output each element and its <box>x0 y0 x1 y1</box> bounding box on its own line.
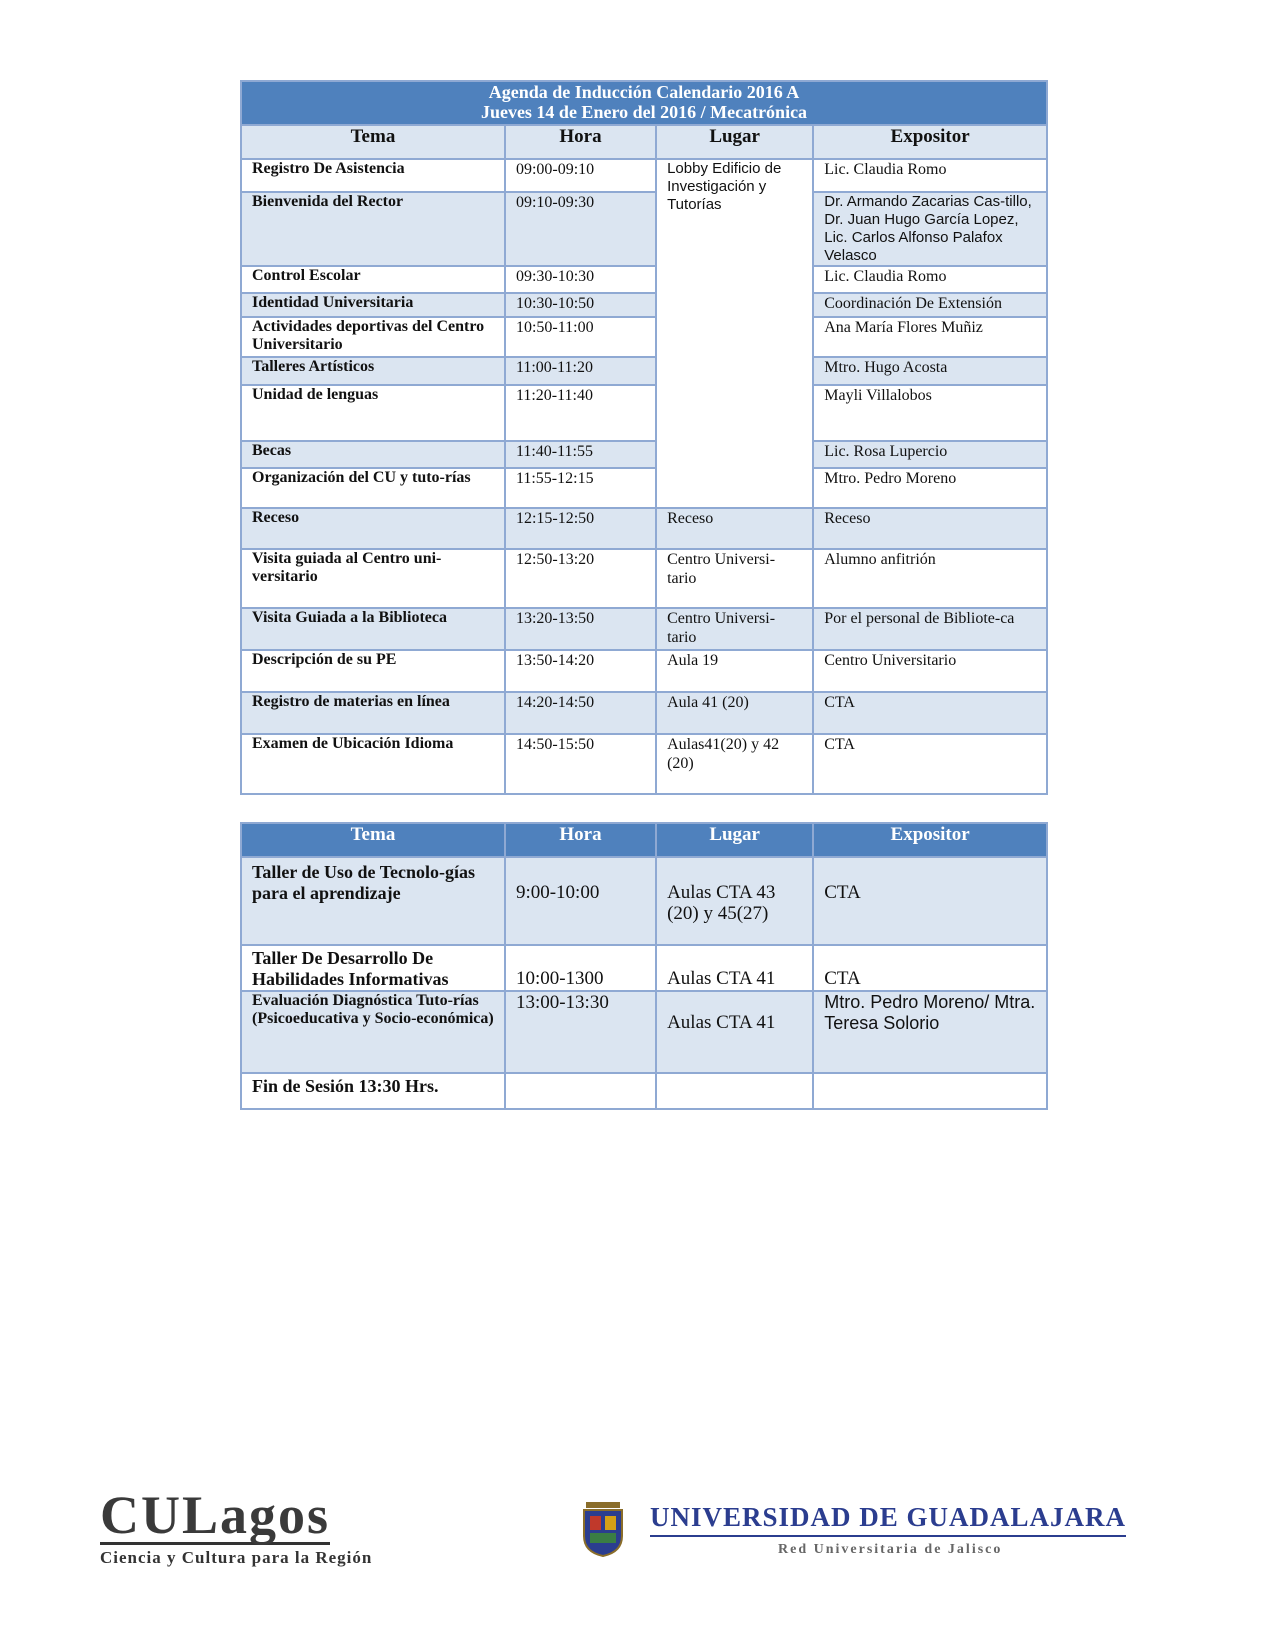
tema-cell: Talleres Artísticos <box>241 357 505 385</box>
expositor-cell: CTA <box>813 692 1047 734</box>
tema-cell: Taller de Uso de Tecnolo-gías para el aprendizaje <box>241 857 505 945</box>
tema-cell: Organización del CU y tuto-rías <box>241 468 505 508</box>
expositor-cell: Lic. Rosa Lupercio <box>813 441 1047 468</box>
expositor-cell: Mayli Villalobos <box>813 385 1047 441</box>
tema-cell: Evaluación Diagnóstica Tuto-rías (Psicoeducativa y Socio-económica) <box>241 991 505 1073</box>
lugar-cell: Aula 41 (20) <box>656 692 813 734</box>
expositor-cell <box>813 1073 1047 1109</box>
col-header-hora: Hora <box>505 125 656 159</box>
tema-cell: Registro de materias en línea <box>241 692 505 734</box>
lugar-cell <box>656 1073 813 1109</box>
expositor-cell: CTA <box>813 857 1047 945</box>
table-row <box>241 385 1047 441</box>
expositor-cell: Alumno anfitrión <box>813 549 1047 608</box>
tema-cell: Visita guiada al Centro uni-versitario <box>241 549 505 608</box>
hora-cell: 09:30-10:30 <box>505 266 656 293</box>
hora-cell: 9:00-10:00 <box>505 857 656 945</box>
tema-cell: Descripción de su PE <box>241 650 505 692</box>
hora-cell: 13:20-13:50 <box>505 608 656 650</box>
hora-cell: 11:00-11:20 <box>505 357 656 385</box>
expositor-cell: Centro Universitario <box>813 650 1047 692</box>
expositor-cell: Coordinación De Extensión <box>813 293 1047 317</box>
hora-cell: 14:20-14:50 <box>505 692 656 734</box>
table-row <box>241 1073 1047 1109</box>
expositor-cell: Por el personal de Bibliote-ca <box>813 608 1047 650</box>
tema-cell: Registro De Asistencia <box>241 159 505 192</box>
hora-cell <box>505 1073 656 1109</box>
col-header-hora: Hora <box>505 823 656 857</box>
hora-cell: 09:00-09:10 <box>505 159 656 192</box>
hora-cell: 12:50-13:20 <box>505 549 656 608</box>
udg-name: UNIVERSIDAD DE GUADALAJARA <box>650 1502 1126 1537</box>
tema-cell: Receso <box>241 508 505 549</box>
agenda-title-line1: Agenda de Inducción Calendario 2016 A <box>488 82 800 102</box>
expositor-cell: CTA <box>813 734 1047 794</box>
table-row <box>241 734 1047 794</box>
tema-cell: Fin de Sesión 13:30 Hrs. <box>241 1073 505 1109</box>
table-row <box>241 991 1047 1073</box>
tema-cell: Identidad Universitaria <box>241 293 505 317</box>
tema-cell: Bienvenida del Rector <box>241 192 505 266</box>
expositor-cell: Mtro. Hugo Acosta <box>813 357 1047 385</box>
hora-cell: 11:40-11:55 <box>505 441 656 468</box>
hora-cell: 14:50-15:50 <box>505 734 656 794</box>
lugar-cell: Aulas41(20) y 42 (20) <box>656 734 813 794</box>
udg-seal-icon <box>578 1498 628 1558</box>
expositor-cell: Mtro. Pedro Moreno/ Mtra. Teresa Solorio <box>813 991 1047 1073</box>
agenda-title-line2: Jueves 14 de Enero del 2016 / Mecatrónica <box>480 102 808 122</box>
hora-cell: 10:30-10:50 <box>505 293 656 317</box>
col-header-expositor: Expositor <box>813 823 1047 857</box>
tema-cell: Control Escolar <box>241 266 505 293</box>
col-header-tema: Tema <box>241 823 505 857</box>
col-header-lugar: Lugar <box>656 125 813 159</box>
expositor-cell: Dr. Armando Zacarias Cas-tillo, Dr. Juan Hugo García Lopez, Lic. Carlos Alfonso Palafox Velasco <box>813 192 1047 266</box>
table-row <box>241 608 1047 650</box>
hora-cell: 11:20-11:40 <box>505 385 656 441</box>
hora-cell: 10:50-11:00 <box>505 317 656 357</box>
expositor-cell: Ana María Flores Muñiz <box>813 317 1047 357</box>
hora-cell: 11:55-12:15 <box>505 468 656 508</box>
culagos-logo <box>100 1485 500 1568</box>
hora-cell: 10:00-1300 <box>505 945 656 991</box>
lugar-cell: Aulas CTA 43 (20) y 45(27) <box>656 857 813 945</box>
table-row <box>241 692 1047 734</box>
udg-subtitle: Red Universitaria de Jalisco <box>778 1542 1003 1557</box>
expositor-cell: Receso <box>813 508 1047 549</box>
expositor-cell: Lic. Claudia Romo <box>813 159 1047 192</box>
table-row <box>241 192 1047 266</box>
footer-logos <box>0 1485 1275 1570</box>
table-row <box>241 945 1047 991</box>
culagos-tagline: Ciencia y Cultura para la Región <box>100 1548 373 1567</box>
table-row <box>241 357 1047 385</box>
tema-cell: Examen de Ubicación Idioma <box>241 734 505 794</box>
table-row <box>241 441 1047 468</box>
col-header-lugar: Lugar <box>656 823 813 857</box>
table-row <box>241 159 1047 192</box>
agenda-table <box>240 80 1048 795</box>
lugar-cell: Aula 19 <box>656 650 813 692</box>
expositor-cell: CTA <box>813 945 1047 991</box>
expositor-cell: Lic. Claudia Romo <box>813 266 1047 293</box>
lugar-cell-lobby: Lobby Edificio de Investigación y Tutorías <box>656 159 813 508</box>
lugar-cell: Aulas CTA 41 <box>656 991 813 1073</box>
tema-cell: Taller De Desarrollo De Habilidades Informativas <box>241 945 505 991</box>
tema-cell: Unidad de lenguas <box>241 385 505 441</box>
agenda-title <box>241 81 1047 125</box>
lugar-cell: Receso <box>656 508 813 549</box>
tema-cell: Actividades deportivas del Centro Universitario <box>241 317 505 357</box>
table-row <box>241 293 1047 317</box>
lugar-cell: Centro Universi-tario <box>656 549 813 608</box>
table-row <box>241 468 1047 508</box>
table-row <box>241 266 1047 293</box>
talleres-table <box>240 822 1048 1110</box>
hora-cell: 13:00-13:30 <box>505 991 656 1073</box>
hora-cell: 12:15-12:50 <box>505 508 656 549</box>
tema-cell: Becas <box>241 441 505 468</box>
col-header-expositor: Expositor <box>813 125 1047 159</box>
table-row <box>241 508 1047 549</box>
tema-cell: Visita Guiada a la Biblioteca <box>241 608 505 650</box>
table-row <box>241 650 1047 692</box>
table-row <box>241 857 1047 945</box>
col-header-tema: Tema <box>241 125 505 159</box>
expositor-cell: Mtro. Pedro Moreno <box>813 468 1047 508</box>
culagos-logo-text: CULagos <box>100 1485 331 1545</box>
lugar-cell: Centro Universi-tario <box>656 608 813 650</box>
table-row <box>241 549 1047 608</box>
lugar-cell: Aulas CTA 41 <box>656 945 813 991</box>
hora-cell: 13:50-14:20 <box>505 650 656 692</box>
hora-cell: 09:10-09:30 <box>505 192 656 266</box>
table-row <box>241 317 1047 357</box>
